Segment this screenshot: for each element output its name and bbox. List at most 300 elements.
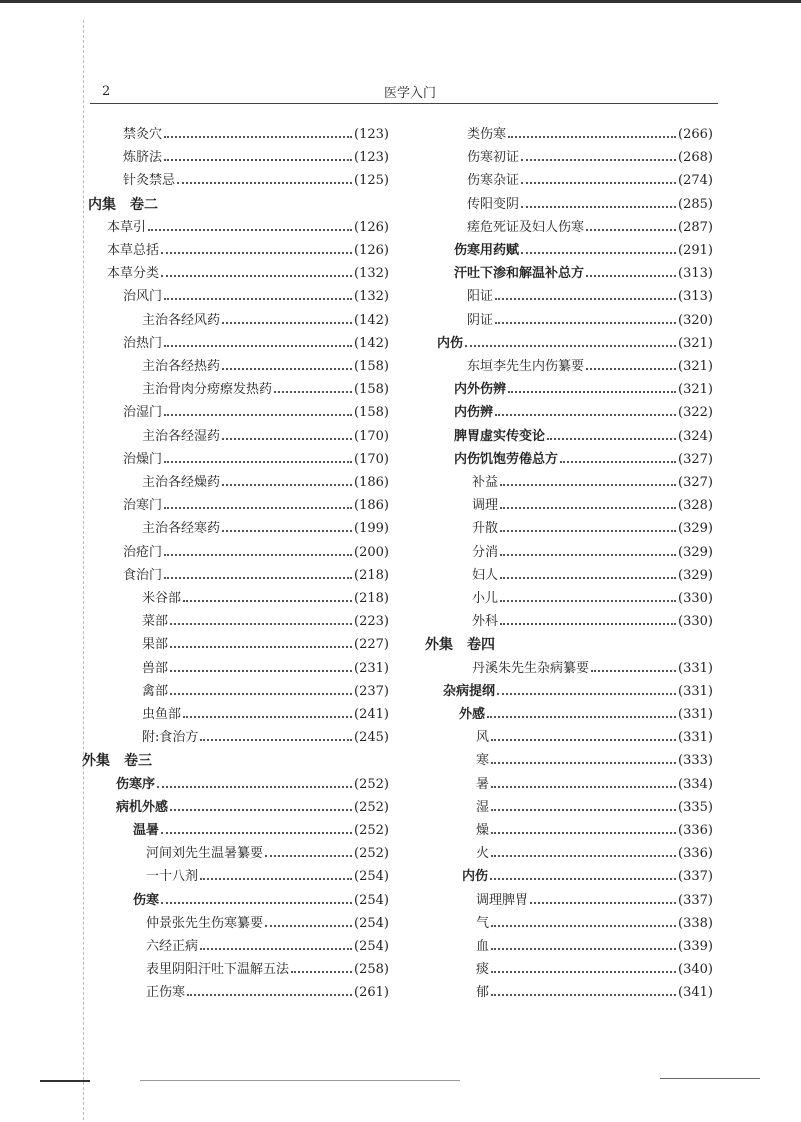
entry-page-number: (313) xyxy=(678,289,713,305)
dot-leader xyxy=(530,902,676,904)
toc-entry xyxy=(476,728,713,748)
page-number: 2 xyxy=(102,84,111,99)
entry-page-number: (338) xyxy=(678,915,713,931)
dot-leader xyxy=(170,809,352,811)
entry-title: 果部 xyxy=(142,637,169,653)
toc-entry xyxy=(454,264,713,284)
entry-page-number: (142) xyxy=(354,335,389,351)
dot-leader xyxy=(161,275,352,277)
dot-leader xyxy=(508,391,676,393)
dot-leader xyxy=(586,275,676,277)
entry-page-number: (287) xyxy=(678,219,713,235)
entry-title: 虫鱼部 xyxy=(142,707,182,722)
toc-entry xyxy=(146,867,389,887)
entry-page-number: (274) xyxy=(678,173,713,189)
dot-leader xyxy=(170,623,352,625)
toc-entry xyxy=(146,914,389,934)
entry-page-number: (258) xyxy=(354,962,389,978)
toc-entry xyxy=(467,171,713,191)
toc-entry xyxy=(476,751,713,771)
entry-page-number: (337) xyxy=(678,892,713,908)
entry-title: 内伤 xyxy=(462,869,489,885)
dot-leader xyxy=(164,159,352,161)
toc-entry xyxy=(425,635,495,655)
toc-entry xyxy=(142,473,389,493)
entry-title: 禁灸穴 xyxy=(123,127,163,142)
entry-title: 丹溪朱先生杂病纂要 xyxy=(472,660,590,676)
toc-entry xyxy=(123,450,389,470)
dot-leader xyxy=(183,600,352,602)
entry-page-number: (339) xyxy=(678,939,713,954)
dot-leader xyxy=(560,461,676,463)
entry-page-number: (327) xyxy=(678,451,713,467)
toc-entry xyxy=(476,821,713,841)
dot-leader xyxy=(164,461,352,463)
toc-entry xyxy=(467,357,713,377)
toc-entry xyxy=(123,171,389,191)
dot-leader xyxy=(164,507,352,509)
scan-mark xyxy=(140,1080,460,1081)
dot-leader xyxy=(521,252,676,254)
dot-leader xyxy=(491,855,676,857)
entry-page-number: (252) xyxy=(354,846,389,862)
toc-entry xyxy=(142,311,389,331)
entry-title: 食治门 xyxy=(123,567,163,583)
entry-title: 杂病提纲 xyxy=(443,683,496,699)
entry-title: 本草分类 xyxy=(107,266,160,282)
toc-entry xyxy=(123,403,389,423)
toc-entry xyxy=(116,775,389,795)
entry-page-number: (327) xyxy=(678,475,713,490)
entry-title: 禽部 xyxy=(142,683,169,699)
toc-entry xyxy=(142,635,389,655)
entry-title: 内伤辨 xyxy=(454,405,494,421)
toc-entry xyxy=(123,125,389,145)
toc-entry xyxy=(476,960,713,980)
entry-page-number: (321) xyxy=(678,382,713,398)
entry-title: 治热门 xyxy=(123,335,163,351)
entry-page-number: (321) xyxy=(678,359,713,374)
entry-page-number: (285) xyxy=(678,196,713,212)
toc-entry xyxy=(142,427,389,447)
entry-title: 伤寒用药赋 xyxy=(454,243,520,258)
dot-leader xyxy=(187,994,352,996)
toc-entry xyxy=(123,566,389,586)
entry-page-number: (331) xyxy=(678,707,713,722)
entry-title: 分消 xyxy=(472,544,499,560)
toc-entry xyxy=(133,891,389,911)
toc-entry xyxy=(123,543,389,563)
entry-page-number: (142) xyxy=(354,312,389,328)
dot-leader xyxy=(200,878,352,880)
dot-leader xyxy=(200,948,352,950)
entry-page-number: (336) xyxy=(678,823,713,838)
entry-page-number: (329) xyxy=(678,521,713,537)
dot-leader xyxy=(148,229,352,231)
toc-entry xyxy=(476,775,713,795)
section-heading: 外集 卷四 xyxy=(425,637,495,654)
toc-entry xyxy=(443,682,713,702)
entry-page-number: (291) xyxy=(678,243,713,258)
entry-page-number: (254) xyxy=(354,939,389,954)
toc-entry xyxy=(146,937,389,957)
toc-entry xyxy=(146,983,389,1003)
entry-title: 小儿 xyxy=(472,591,499,606)
dot-leader xyxy=(164,414,352,416)
toc-entry xyxy=(123,287,389,307)
entry-title: 主治各经热药 xyxy=(142,359,221,374)
toc-entry xyxy=(476,983,713,1003)
entry-page-number: (227) xyxy=(354,637,389,653)
entry-title: 治湿门 xyxy=(123,405,163,421)
entry-title: 火 xyxy=(476,846,490,862)
toc-entry xyxy=(437,334,713,354)
dot-leader xyxy=(164,136,352,138)
scan-mark xyxy=(660,1078,760,1079)
entry-title: 仲景张先生伤寒纂要 xyxy=(146,915,264,931)
entry-title: 外感 xyxy=(459,707,486,722)
toc-entry xyxy=(142,380,389,400)
toc-entry xyxy=(107,241,389,261)
entry-page-number: (199) xyxy=(354,521,389,537)
entry-page-number: (329) xyxy=(678,567,713,583)
entry-title: 外科 xyxy=(472,614,499,630)
entry-title: 主治各经风药 xyxy=(142,312,221,328)
entry-page-number: (158) xyxy=(354,382,389,398)
entry-page-number: (321) xyxy=(678,335,713,351)
toc-entry xyxy=(142,728,389,748)
toc-entry xyxy=(476,937,713,957)
entry-title: 温暑 xyxy=(133,823,160,838)
toc-entry xyxy=(472,659,713,679)
entry-title: 治风门 xyxy=(123,289,163,305)
entry-title: 伤寒序 xyxy=(116,776,156,792)
entry-page-number: (245) xyxy=(354,730,389,746)
toc-entry xyxy=(467,287,713,307)
dot-leader xyxy=(591,670,676,672)
entry-title: 本草总括 xyxy=(107,243,160,258)
toc-entry xyxy=(146,960,389,980)
dot-leader xyxy=(170,693,352,695)
dot-leader xyxy=(161,832,352,834)
entry-title: 东垣李先生内伤纂要 xyxy=(467,359,585,374)
dot-leader xyxy=(521,159,676,161)
dot-leader xyxy=(547,438,676,440)
section-heading: 内集 卷二 xyxy=(88,196,158,213)
toc-entry xyxy=(472,519,713,539)
entry-page-number: (170) xyxy=(354,428,389,444)
dot-leader xyxy=(222,368,352,370)
dot-leader xyxy=(491,832,676,834)
entry-page-number: (123) xyxy=(354,127,389,142)
entry-title: 主治各经寒药 xyxy=(142,521,221,537)
entry-title: 本草引 xyxy=(107,219,147,235)
dot-leader xyxy=(177,182,352,184)
dot-leader xyxy=(161,252,352,254)
toc-entry xyxy=(472,612,713,632)
entry-title: 传阳变阴 xyxy=(467,196,520,212)
entry-title: 脾胃虚实传变论 xyxy=(454,428,546,444)
dot-leader xyxy=(465,345,676,347)
dot-leader xyxy=(164,298,352,300)
toc-entry xyxy=(142,589,389,609)
dot-leader xyxy=(222,438,352,440)
entry-title: 兽部 xyxy=(142,660,169,676)
entry-page-number: (218) xyxy=(354,567,389,583)
entry-page-number: (252) xyxy=(354,799,389,815)
entry-title: 主治各经湿药 xyxy=(142,428,221,444)
toc-entry xyxy=(467,218,713,238)
dot-leader xyxy=(183,716,352,718)
entry-page-number: (341) xyxy=(678,985,713,1001)
toc-entry xyxy=(142,612,389,632)
entry-page-number: (186) xyxy=(354,498,389,514)
entry-title: 内伤 xyxy=(437,335,464,351)
entry-page-number: (261) xyxy=(354,985,389,1001)
entry-page-number: (223) xyxy=(354,614,389,630)
entry-page-number: (330) xyxy=(678,614,713,630)
dot-leader xyxy=(495,414,676,416)
entry-title: 燥 xyxy=(476,823,490,838)
entry-page-number: (200) xyxy=(354,544,389,560)
toc-entry xyxy=(467,311,713,331)
dot-leader xyxy=(521,182,676,184)
entry-page-number: (322) xyxy=(678,405,713,421)
header-rule xyxy=(90,103,718,104)
toc-entry xyxy=(107,218,389,238)
toc-entry xyxy=(472,589,713,609)
dot-leader xyxy=(274,391,352,393)
entry-title: 内外伤辨 xyxy=(454,382,507,398)
dot-leader xyxy=(491,994,676,996)
entry-title: 伤寒 xyxy=(133,892,160,908)
entry-page-number: (186) xyxy=(354,475,389,490)
dot-leader xyxy=(497,693,676,695)
toc-entry xyxy=(454,241,713,261)
entry-title: 正伤寒 xyxy=(146,985,186,1001)
dot-leader xyxy=(170,670,352,672)
entry-page-number: (268) xyxy=(678,150,713,166)
entry-page-number: (337) xyxy=(678,869,713,885)
entry-page-number: (331) xyxy=(678,683,713,699)
entry-title: 类伤寒 xyxy=(467,127,507,142)
dot-leader xyxy=(291,971,352,973)
entry-page-number: (218) xyxy=(354,591,389,606)
entry-page-number: (330) xyxy=(678,591,713,606)
dot-leader xyxy=(586,368,676,370)
dot-leader xyxy=(495,298,676,300)
toc-entry xyxy=(472,473,713,493)
dot-leader xyxy=(500,484,676,486)
entry-page-number: (125) xyxy=(354,173,389,189)
entry-page-number: (254) xyxy=(354,915,389,931)
entry-title: 菜部 xyxy=(142,614,169,630)
entry-page-number: (266) xyxy=(678,127,713,142)
dot-leader xyxy=(521,206,676,208)
entry-page-number: (170) xyxy=(354,451,389,467)
entry-page-number: (126) xyxy=(354,243,389,258)
scan-top-border xyxy=(0,0,801,3)
dot-leader xyxy=(491,762,676,764)
dot-leader xyxy=(491,925,676,927)
dot-leader xyxy=(164,554,352,556)
entry-page-number: (252) xyxy=(354,776,389,792)
dot-leader xyxy=(500,530,676,532)
toc-entry xyxy=(472,566,713,586)
toc-entry xyxy=(454,450,713,470)
entry-title: 湿 xyxy=(476,799,490,815)
dot-leader xyxy=(508,136,676,138)
dot-leader xyxy=(200,739,352,741)
entry-page-number: (331) xyxy=(678,660,713,676)
entry-title: 一十八剂 xyxy=(146,869,199,885)
dot-leader xyxy=(491,786,676,788)
entry-title: 治寒门 xyxy=(123,498,163,514)
dot-leader xyxy=(170,646,352,648)
toc-entry xyxy=(123,334,389,354)
entry-title: 伤寒初证 xyxy=(467,150,520,166)
entry-title: 痰 xyxy=(476,962,490,978)
toc-entry xyxy=(88,195,158,215)
entry-page-number: (158) xyxy=(354,359,389,374)
toc-entry xyxy=(454,427,713,447)
dot-leader xyxy=(491,971,676,973)
entry-title: 寒 xyxy=(476,753,490,769)
entry-page-number: (132) xyxy=(354,289,389,305)
entry-page-number: (241) xyxy=(354,707,389,722)
entry-title: 六经正病 xyxy=(146,939,199,954)
entry-page-number: (123) xyxy=(354,150,389,166)
toc-entry xyxy=(462,867,713,887)
dot-leader xyxy=(491,739,676,741)
entry-title: 补益 xyxy=(472,475,499,490)
entry-page-number: (254) xyxy=(354,869,389,885)
scan-margin-line xyxy=(83,20,84,1120)
entry-title: 郁 xyxy=(476,985,490,1001)
scan-mark xyxy=(40,1080,90,1082)
toc-entry xyxy=(454,380,713,400)
toc-entry xyxy=(142,357,389,377)
entry-page-number: (336) xyxy=(678,846,713,862)
toc-entry xyxy=(476,798,713,818)
entry-title: 气 xyxy=(476,915,490,931)
dot-leader xyxy=(222,322,352,324)
entry-page-number: (324) xyxy=(678,428,713,444)
toc-entry xyxy=(476,891,713,911)
toc-entry xyxy=(133,821,389,841)
entry-title: 阳证 xyxy=(467,289,494,305)
entry-title: 米谷部 xyxy=(142,591,182,606)
toc-entry xyxy=(142,519,389,539)
entry-page-number: (335) xyxy=(678,799,713,815)
entry-title: 妇人 xyxy=(472,567,499,583)
dot-leader xyxy=(500,507,676,509)
toc-entry xyxy=(123,148,389,168)
toc-entry xyxy=(454,403,713,423)
entry-page-number: (252) xyxy=(354,823,389,838)
entry-title: 调理脾胃 xyxy=(476,892,529,908)
entry-title: 治燥门 xyxy=(123,451,163,467)
entry-page-number: (328) xyxy=(678,498,713,514)
entry-title: 主治各经燥药 xyxy=(142,475,221,490)
entry-page-number: (331) xyxy=(678,730,713,746)
section-heading: 外集 卷三 xyxy=(82,753,152,770)
toc-entry xyxy=(476,914,713,934)
dot-leader xyxy=(490,878,676,880)
toc-entry xyxy=(467,125,713,145)
dot-leader xyxy=(222,484,352,486)
dot-leader xyxy=(487,716,676,718)
entry-page-number: (329) xyxy=(678,544,713,560)
dot-leader xyxy=(164,345,352,347)
entry-page-number: (231) xyxy=(354,660,389,676)
entry-title: 暑 xyxy=(476,776,490,792)
entry-page-number: (340) xyxy=(678,962,713,978)
toc-entry xyxy=(116,798,389,818)
entry-title: 升散 xyxy=(472,521,499,537)
dot-leader xyxy=(491,948,676,950)
dot-leader xyxy=(157,786,352,788)
dot-leader xyxy=(500,577,676,579)
dot-leader xyxy=(265,855,352,857)
entry-title: 病机外感 xyxy=(116,799,169,815)
entry-page-number: (334) xyxy=(678,776,713,792)
entry-page-number: (333) xyxy=(678,753,713,769)
dot-leader xyxy=(586,229,676,231)
entry-page-number: (158) xyxy=(354,405,389,421)
toc-entry xyxy=(459,705,713,725)
entry-page-number: (313) xyxy=(678,266,713,282)
entry-title: 风 xyxy=(476,730,490,746)
entry-title: 瘥危死证及妇人伤寒 xyxy=(467,219,585,235)
toc-entry xyxy=(142,659,389,679)
toc-entry xyxy=(123,496,389,516)
dot-leader xyxy=(495,322,676,324)
toc-entry xyxy=(146,844,389,864)
entry-title: 汗吐下渗和解温补总方 xyxy=(454,266,585,282)
entry-title: 针灸禁忌 xyxy=(123,173,176,189)
dot-leader xyxy=(222,530,352,532)
entry-title: 炼脐法 xyxy=(123,150,163,166)
toc-entry xyxy=(472,543,713,563)
entry-page-number: (126) xyxy=(354,219,389,235)
toc-entry xyxy=(142,705,389,725)
toc-entry xyxy=(476,844,713,864)
entry-title: 治疮门 xyxy=(123,544,163,560)
toc-entry xyxy=(472,496,713,516)
entry-title: 伤寒杂证 xyxy=(467,173,520,189)
entry-page-number: (254) xyxy=(354,892,389,908)
dot-leader xyxy=(491,809,676,811)
running-title: 医学入门 xyxy=(383,86,436,101)
entry-title: 阴证 xyxy=(467,312,494,328)
toc-entry xyxy=(142,682,389,702)
entry-title: 血 xyxy=(476,939,490,954)
dot-leader xyxy=(265,925,352,927)
dot-leader xyxy=(164,577,352,579)
entry-title: 表里阴阳汗吐下温解五法 xyxy=(146,962,290,978)
entry-title: 附:食治方 xyxy=(142,730,199,746)
entry-page-number: (132) xyxy=(354,266,389,282)
entry-title: 河间刘先生温暑纂要 xyxy=(146,846,264,862)
toc-entry xyxy=(467,148,713,168)
entry-title: 内伤饥饱劳倦总方 xyxy=(454,451,559,467)
toc-entry xyxy=(107,264,389,284)
dot-leader xyxy=(500,623,676,625)
toc-entry xyxy=(82,751,152,771)
entry-title: 主治骨肉分痨瘵发热药 xyxy=(142,382,273,398)
toc-entry xyxy=(467,195,713,215)
